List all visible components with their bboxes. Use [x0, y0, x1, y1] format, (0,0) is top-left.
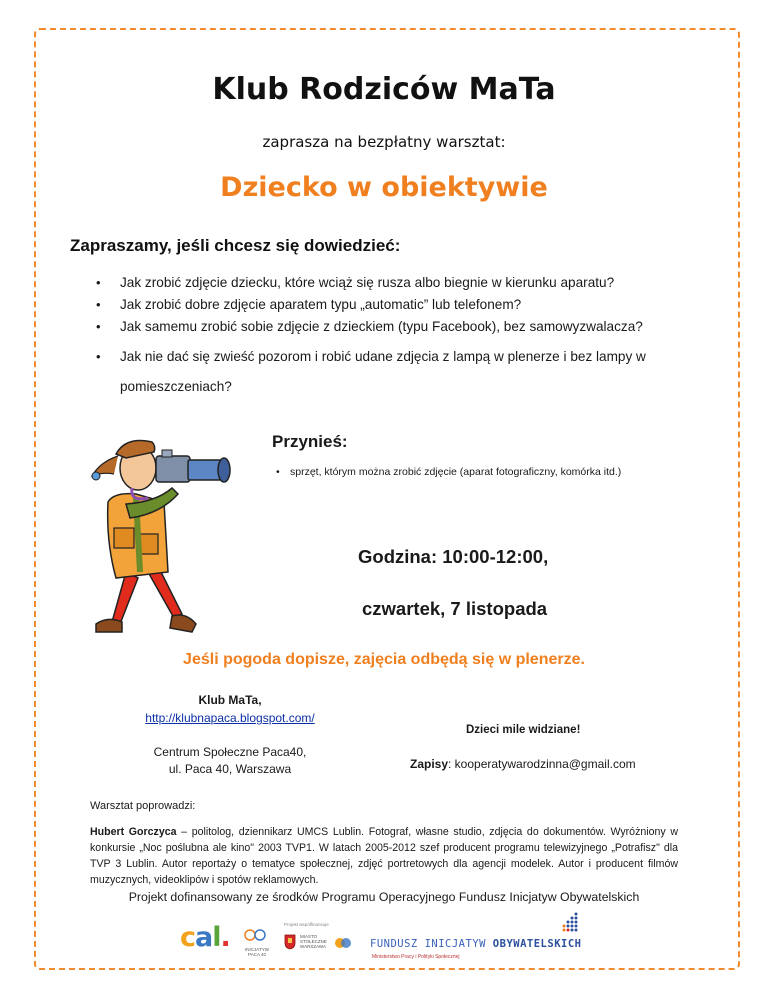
bring-item-text: sprzęt, którym można zrobić zdjęcie (aparat fotograficzny, komórka itd.)	[290, 466, 622, 478]
registration-email: : kooperatywarodzinna@gmail.com	[448, 757, 636, 771]
photographer-illustration	[56, 432, 276, 644]
registration	[410, 757, 636, 771]
bullet-icon: •	[276, 466, 280, 478]
instructor-bio	[90, 824, 678, 888]
list-item: • Jak nie dać się zwieść pozorom i robić udane zdjęcia z lampą w plenerze i bez lampy w pomieszczeniach?	[96, 342, 686, 402]
weather-note: Jeśli pogoda dopisze, zajęcia odbędą się w plenerze.	[183, 651, 585, 668]
instructor-bio-text: – politolog, dziennikarz UMCS Lublin. Fotograf, własne studio, zdjęcia do dokumentów. Wyróżniony w konkursie „Noc poślubna ale kino" 2003 TVP1. W latach 2005-2012 szef producent programu telewizyjnego „Potrafisz" dla TVP 3 Lublin. Autor reportaży o tematyce społecznej, zdjęć portretowych dla agencji modelek. Autor i producent filmów muzycznych, videoklipów i spotów reklamowych.	[90, 826, 679, 886]
workshop-time: Godzina: 10:00-12:00,	[358, 546, 549, 567]
venue-line-1: Centrum Społeczne Paca40,	[153, 745, 307, 759]
warsaw-crest-icon	[284, 934, 296, 950]
club-name: Klub MaTa,	[198, 693, 262, 707]
questions-heading: Zapraszamy, jeśli chcesz się dowiedzieć:	[70, 236, 401, 255]
partners-label: Projekt współfinansuje	[284, 922, 329, 927]
bring-item	[276, 466, 621, 478]
fio-dots-icon	[560, 912, 580, 936]
list-item: • Jak zrobić zdjęcie dziecku, które wciąż się rusza albo biegnie w kierunku aparatu?	[96, 272, 686, 294]
club-link[interactable]: http://klubnapaca.blogspot.com/	[145, 711, 315, 725]
led-by-label: Warsztat poprowadzi:	[90, 800, 196, 812]
bring-heading: Przynieś:	[272, 432, 348, 451]
invitation-subtitle: zaprasza na bezpłatny warsztat:	[262, 133, 506, 151]
paca-logo-mark	[242, 928, 272, 942]
questions-list	[96, 272, 686, 402]
cal-logo: cal.	[180, 922, 230, 953]
workshop-title: Dziecko w obiektywie	[220, 172, 548, 203]
kids-welcome: Dzieci mile widziane!	[466, 724, 581, 736]
registration-label: Zapisy	[410, 757, 449, 771]
list-item: • Jak zrobić dobre zdjęcie aparatem typu „automatic” lub telefonem?	[96, 294, 686, 316]
workshop-date: czwartek, 7 listopada	[362, 598, 548, 619]
instructor-name: Hubert Gorczyca	[90, 826, 177, 838]
list-item: • Jak samemu zrobić sobie zdjęcie z dzieckiem (typu Facebook), bez samowyzwalacza?	[96, 316, 686, 338]
page-title: Klub Rodziców MaTa	[212, 72, 556, 107]
venue-address	[110, 744, 350, 778]
fio-logo: FUNDUSZ INICJATYW OBYWATELSKICH	[370, 938, 582, 950]
venue-line-2: ul. Paca 40, Warszawa	[168, 762, 292, 776]
warsaw-logo-text: MIASTO STOŁECZNE WARSZAWA	[300, 934, 327, 949]
funding-note: Projekt dofinansowany ze środków Programu Operacyjnego Fundusz Inicjatyw Obywatelskich	[128, 890, 640, 904]
fio-subtitle: Ministerstwo Pracy i Polityki Społecznej	[372, 954, 460, 960]
paca-logo: INICJATYW PACA 40	[242, 928, 272, 957]
partner-logo-icon	[334, 936, 352, 950]
